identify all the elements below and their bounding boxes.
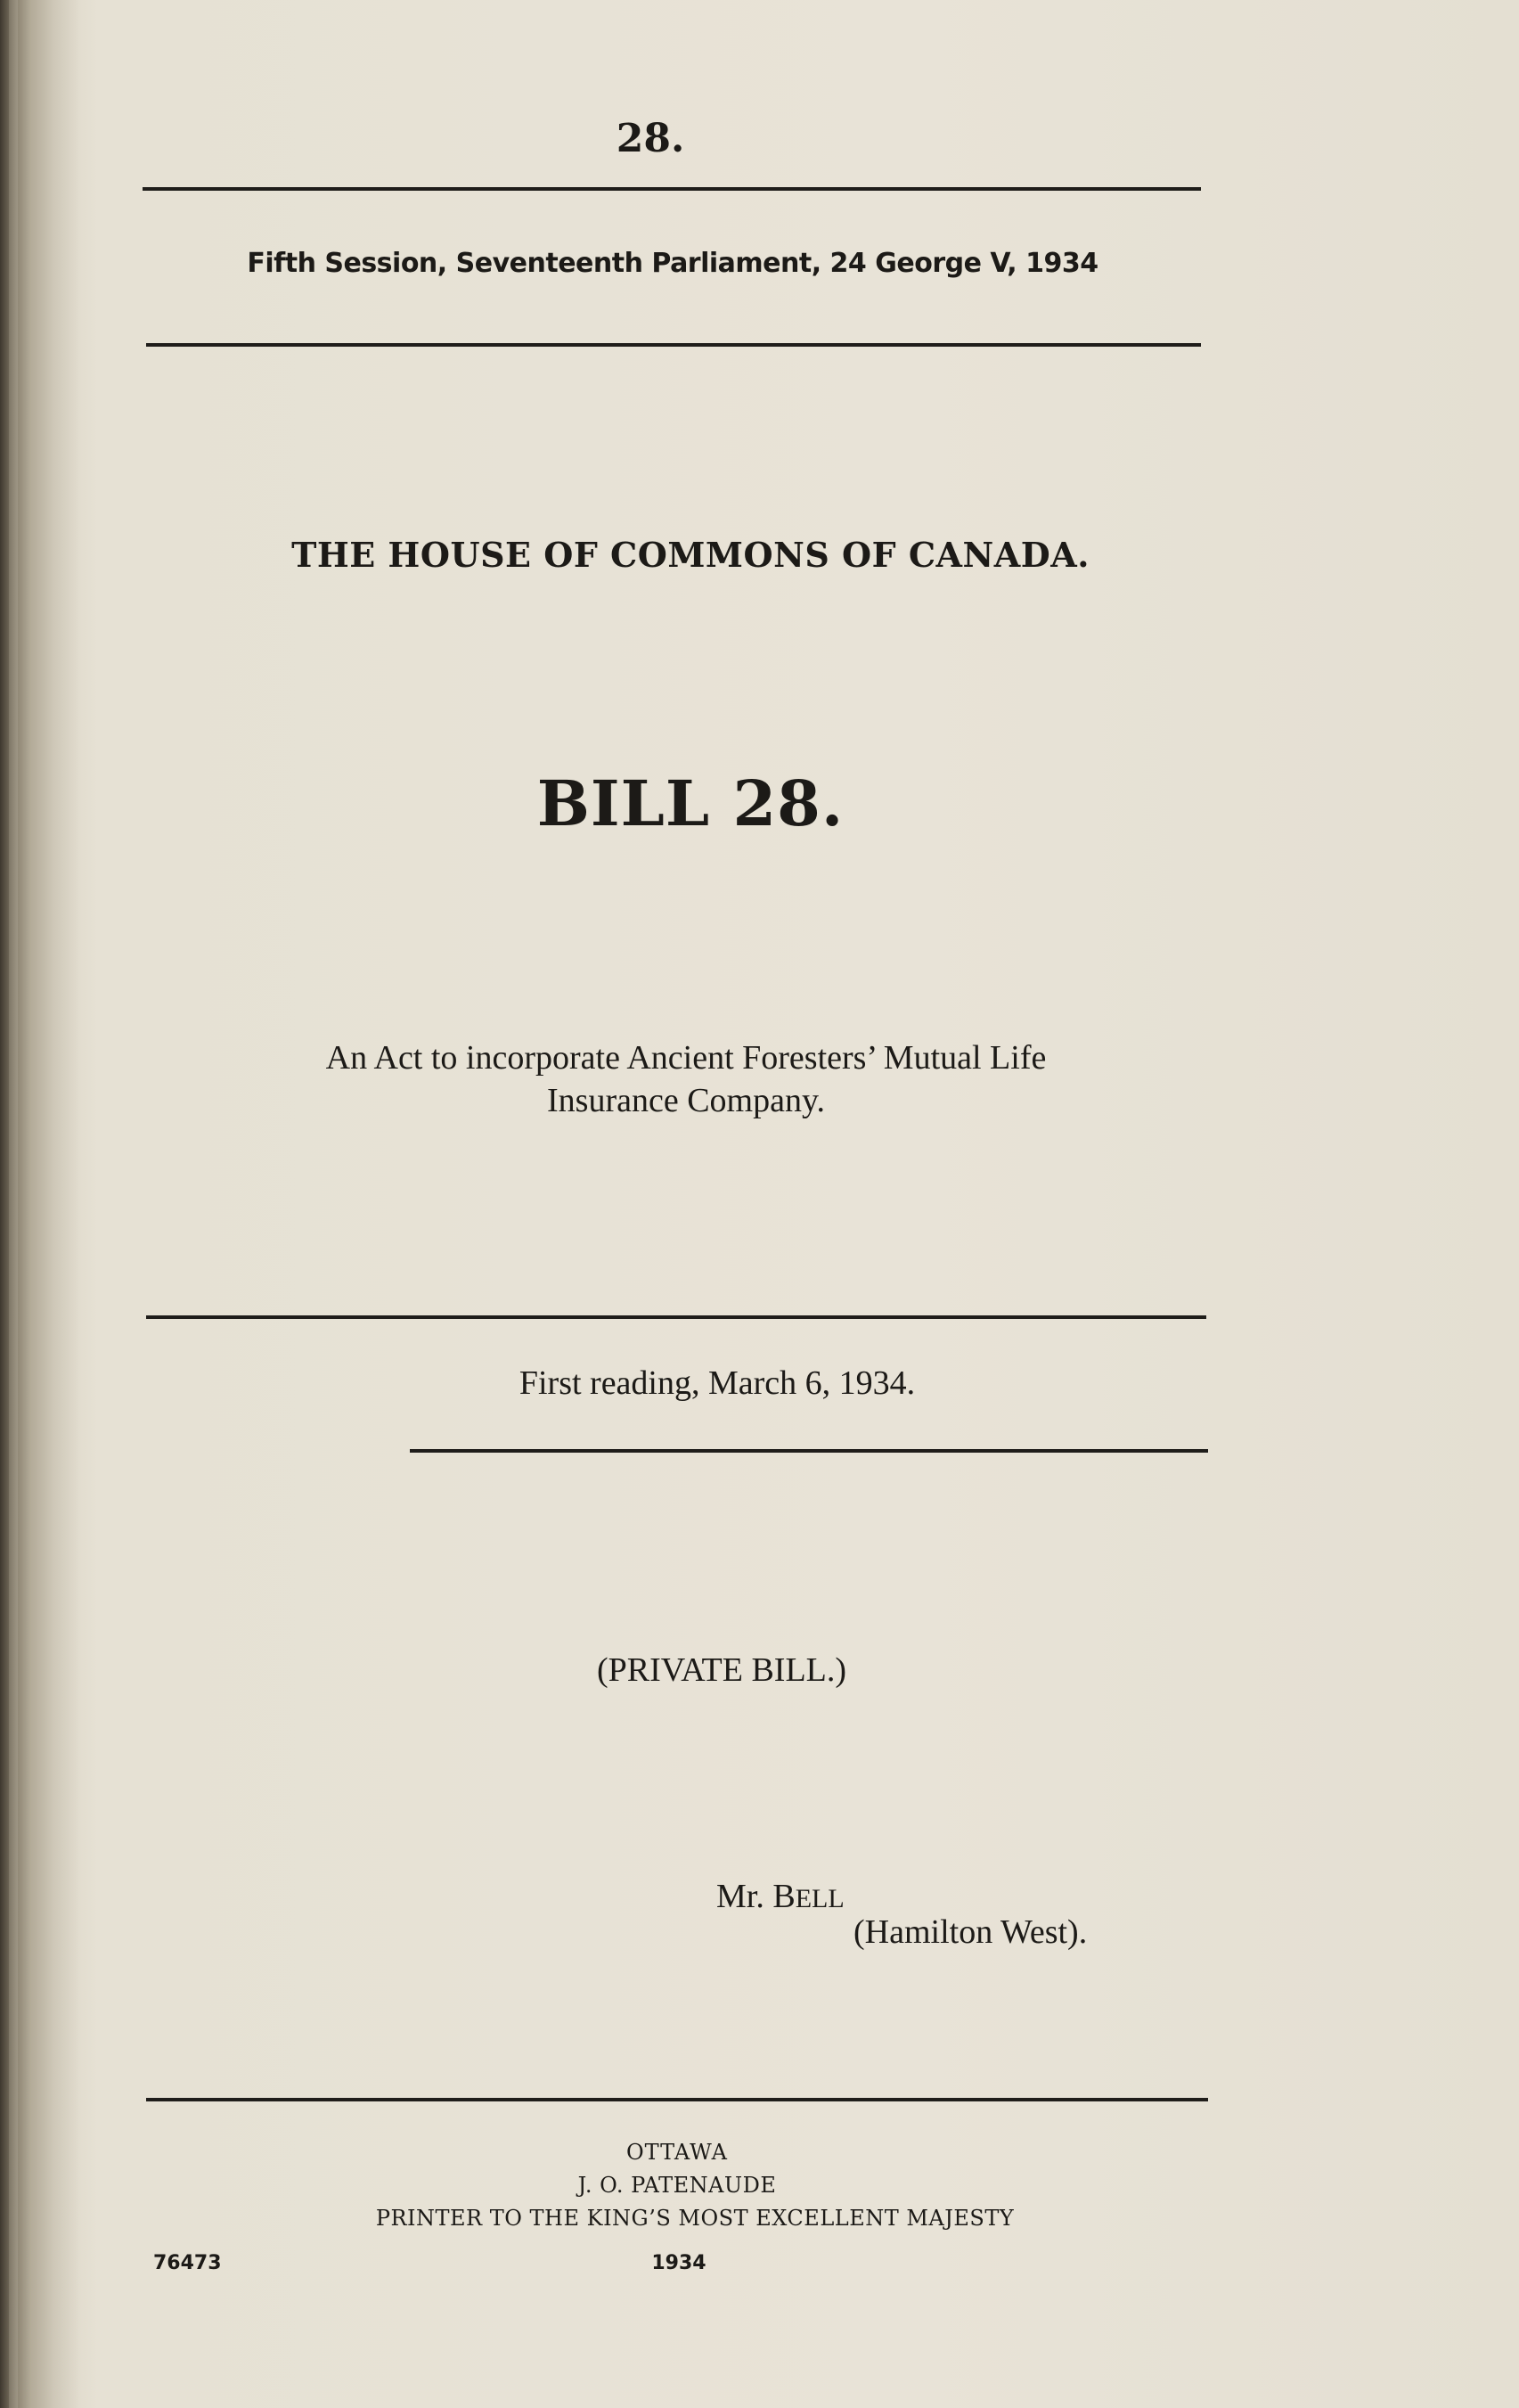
middle-rule-1 <box>146 1315 1206 1319</box>
sponsor-name <box>716 1877 845 1916</box>
imprint-printer-title: PRINTER TO THE KING’S MOST EXCELLENT MAJESTY <box>375 2206 1015 2231</box>
middle-rule-2 <box>410 1449 1208 1453</box>
sponsor-riding: (Hamilton West). <box>853 1913 1088 1951</box>
top-rule-2 <box>146 343 1201 347</box>
bill-number: BILL 28. <box>536 766 845 840</box>
sponsor-name-smallcaps: ELL <box>795 1884 845 1913</box>
bottom-rule <box>146 2098 1208 2101</box>
session-line: Fifth Session, Seventeenth Parliament, 24 George V, 1934 <box>247 248 1098 279</box>
sponsor-prefix: Mr. B <box>716 1878 796 1915</box>
binding-edge <box>0 0 9 2408</box>
first-reading: First reading, March 6, 1934. <box>519 1364 916 1402</box>
print-code: 76473 <box>153 2252 222 2274</box>
imprint-city: OTTAWA <box>626 2140 728 2165</box>
top-rule-1 <box>143 187 1201 191</box>
page-number: 28. <box>616 116 685 161</box>
act-title-line-2: Insurance Company. <box>547 1082 825 1119</box>
act-title <box>134 1036 1238 1122</box>
private-bill-label: (PRIVATE BILL.) <box>596 1651 847 1689</box>
imprint-printer: J. O. PATENAUDE <box>577 2173 777 2198</box>
act-title-line-1: An Act to incorporate Ancient Foresters’ Mutual Life <box>325 1039 1047 1077</box>
gutter-shadow <box>18 0 80 2408</box>
imprint-year: 1934 <box>651 2252 706 2274</box>
house-title: THE HOUSE OF COMMONS OF CANADA. <box>291 535 1090 575</box>
